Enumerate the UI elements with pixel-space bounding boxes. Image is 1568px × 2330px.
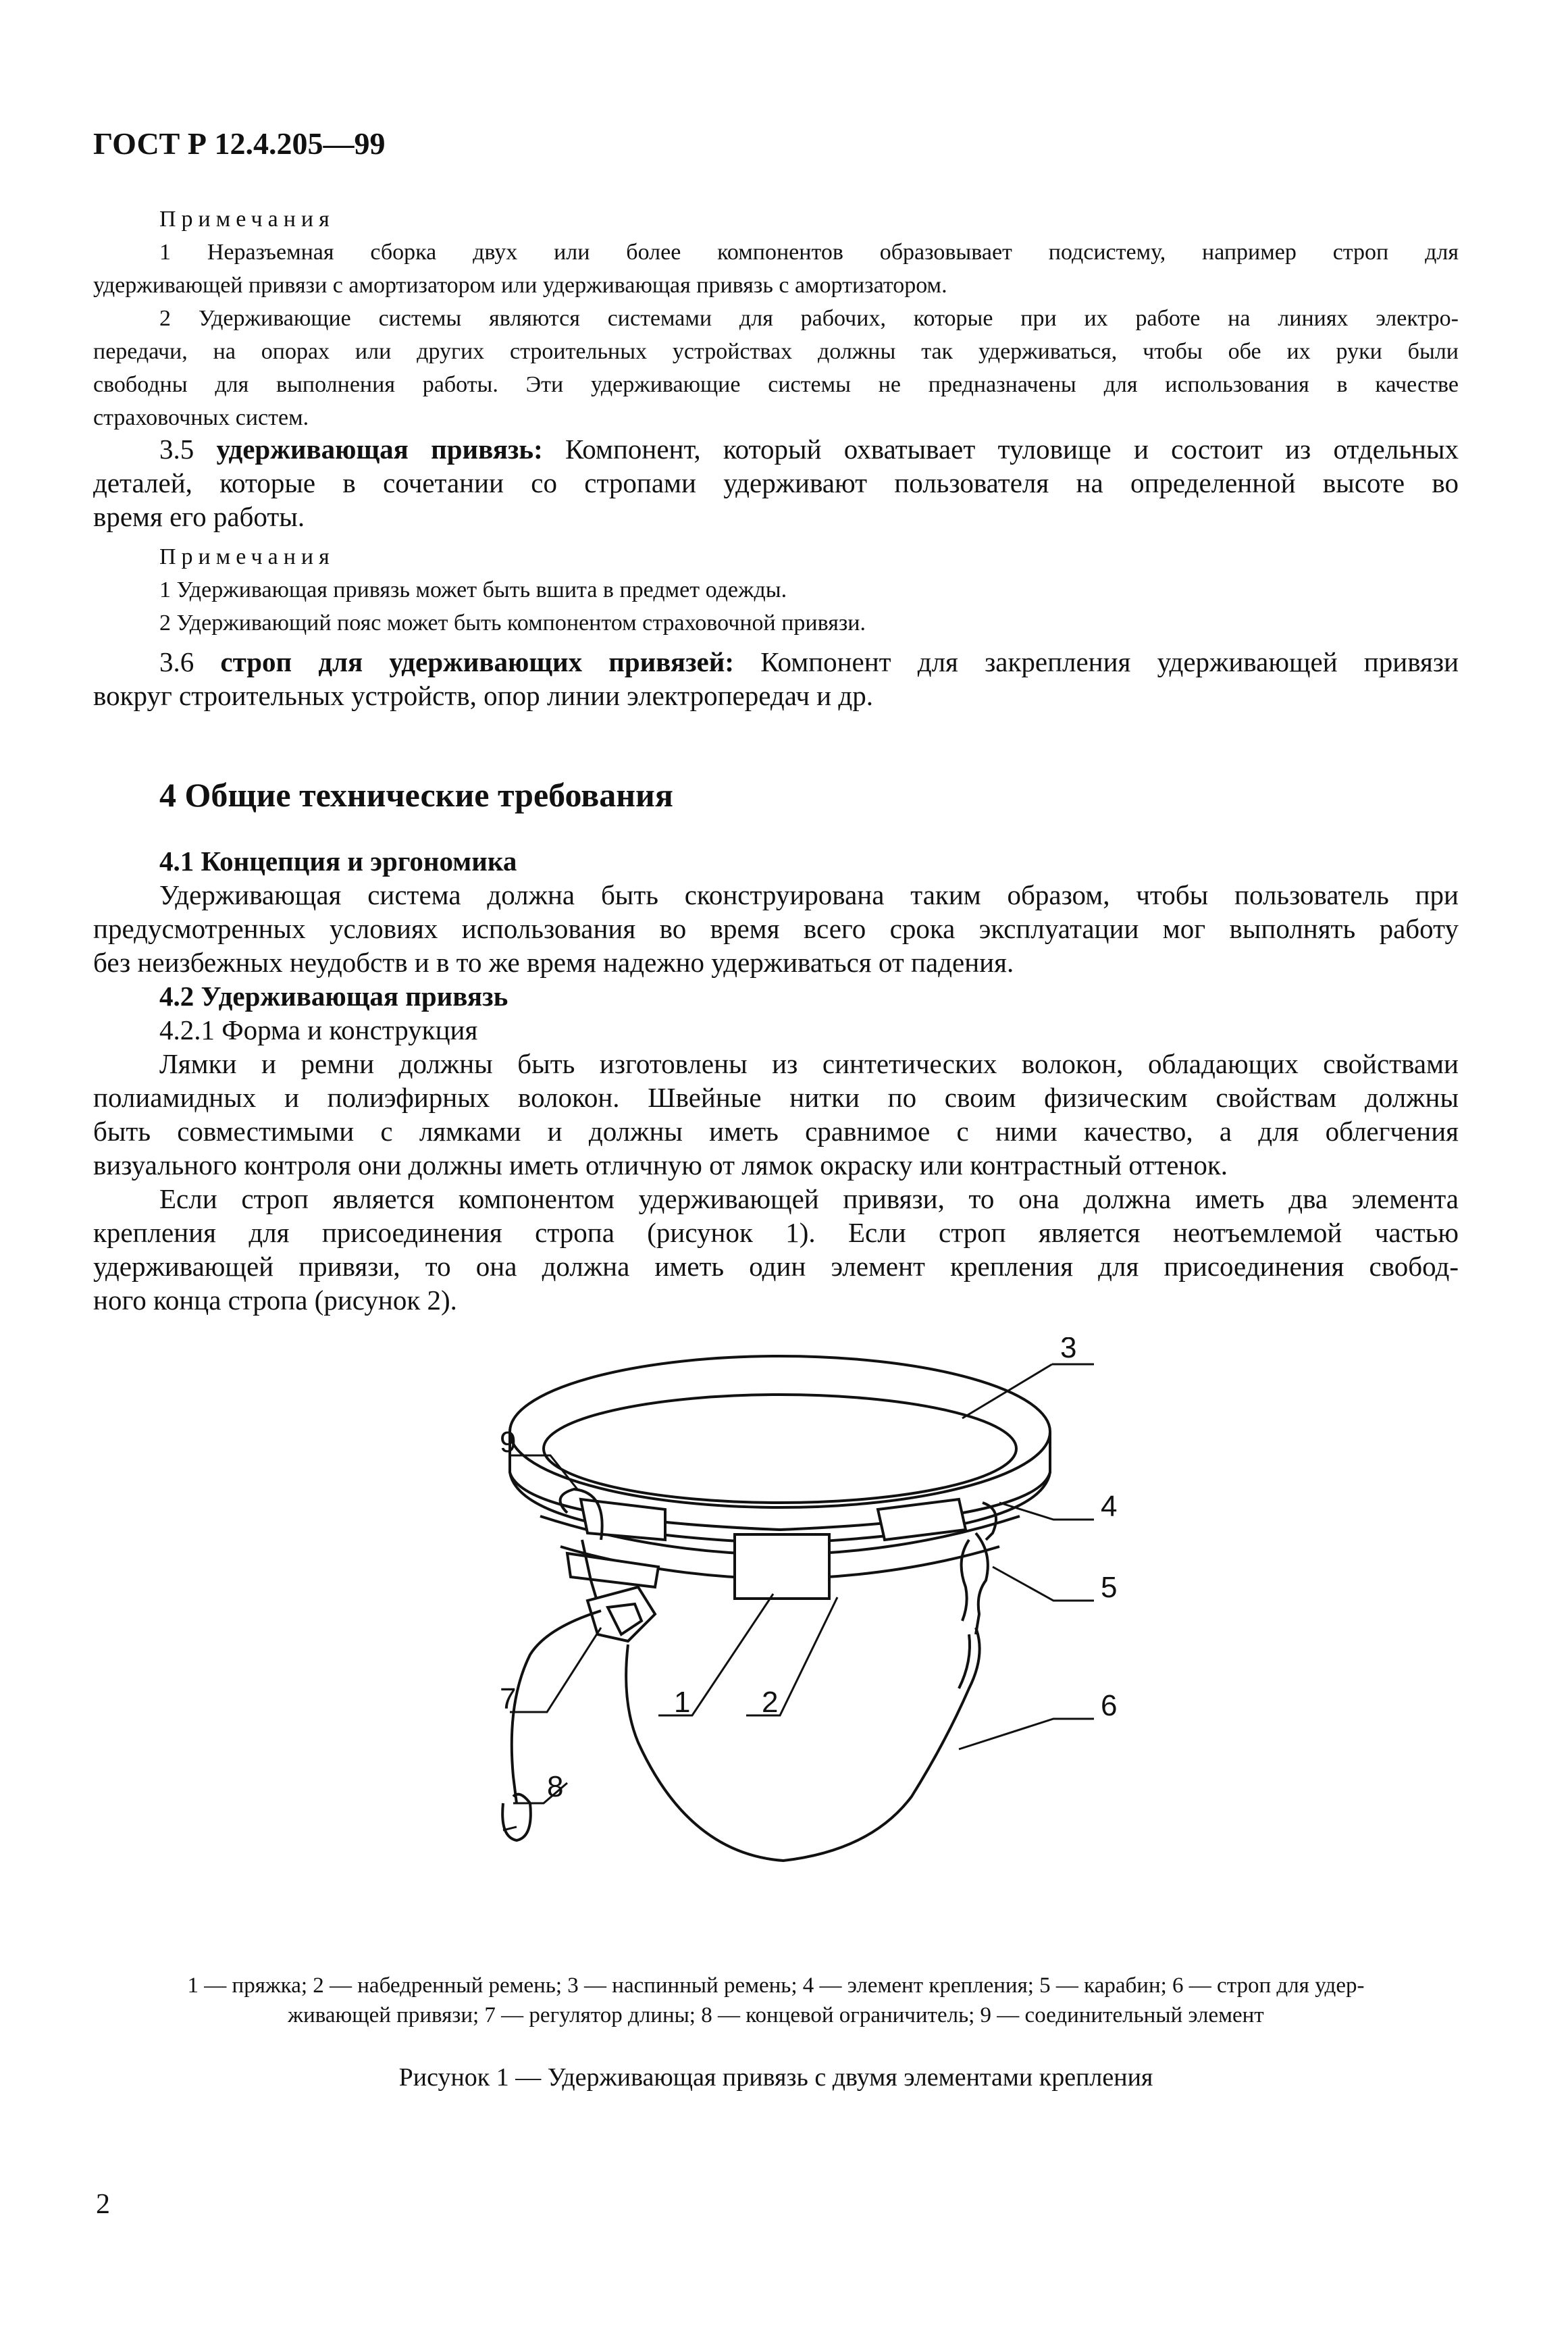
paragraph-line: визуального контроля они должны иметь отличную от лямок окраску или контрастный оттенок. (93, 1149, 1228, 1181)
clause-first-line (93, 432, 1459, 466)
figure-label-7: 7 (500, 1682, 517, 1715)
document-header: ГОСТ Р 12.4.205—99 (93, 126, 386, 161)
figure-label-4: 4 (1101, 1490, 1118, 1523)
note-line: 1 Неразъемная сборка двух или более компонентов образовывает подсистему, например строп для (159, 240, 1459, 265)
paragraph-line: без неизбежных неудобств и в то же время надежно удерживаться от падения. (93, 947, 1014, 978)
paragraph-line: Лямки и ремни должны быть изготовлены из синтетических волокон, обладающих свойствами (159, 1048, 1459, 1079)
section-4-1 (93, 844, 1459, 1317)
figure-label-8: 8 (547, 1770, 564, 1803)
back-belt-inner (544, 1395, 1016, 1503)
lanyard (626, 1628, 979, 1861)
notes-title: Примечания (159, 544, 335, 569)
page-number: 2 (96, 2189, 110, 2220)
subsection-title: 4.2.1 Форма и конструкция (159, 1014, 478, 1045)
clause-3-5 (93, 432, 1459, 534)
section-4-heading: 4 Общие технические требования (159, 776, 673, 814)
figure-label-9: 9 (500, 1426, 517, 1459)
figure-label-2: 2 (762, 1686, 779, 1719)
back-belt-outer (510, 1356, 1050, 1507)
clause-term: строп для удерживающих привязей: (220, 646, 735, 677)
paragraph-line: удерживающей привязи, то она должна иметь один элемент крепления для присоединения свобод- (93, 1251, 1459, 1282)
clause-text: вокруг строительных устройств, опор линии электропередач и др. (93, 680, 873, 711)
paragraph-line: полиамидных и полиэфирных волокон. Швейные нитки по своим физическим свойствам должны (93, 1082, 1459, 1113)
paragraph-line: ного конца стропа (рисунок 2). (93, 1285, 457, 1316)
note-line: свободны для выполнения работы. Эти удерживающие системы не предназначены для использования в качестве (93, 372, 1459, 397)
figure-caption: Рисунок 1 — Удерживающая привязь с двумя элементами крепления (398, 2063, 1153, 2092)
note-line: 2 Удерживающий пояс может быть компонентом страховочной привязи. (159, 611, 866, 636)
note-1 (93, 236, 1459, 302)
buckle-shape (735, 1534, 829, 1599)
paragraph-line: предусмотренных условиях использования во время всего срока эксплуатации мог выполнять работу (93, 913, 1459, 944)
figure-label-6: 6 (1101, 1689, 1118, 1722)
figure-label-1: 1 (674, 1686, 691, 1719)
paragraph-line: Удерживающая система должна быть сконструирована таким образом, чтобы пользователь при (159, 879, 1459, 910)
paragraph-line: быть совместимыми с лямками и должны иметь сравнимое с ними качество, а для облегчения (93, 1116, 1459, 1147)
clause-text: Компонент, который охватывает туловище и состоит из отдельных (565, 434, 1459, 465)
carabiner (976, 1533, 988, 1634)
note-line: 2 Удерживающие системы являются системами для рабочих, которые при их работе на линиях электро- (159, 306, 1459, 331)
note-line: 1 Удерживающая привязь может быть вшита в предмет одежды. (159, 577, 787, 602)
clause-number: 3.6 (159, 646, 194, 677)
figure-label-3: 3 (1060, 1337, 1077, 1364)
subsection-title: 4.1 Концепция и эргономика (159, 846, 517, 877)
notes-title: Примечания (159, 207, 335, 232)
notes-block-1 (93, 203, 1459, 434)
note-2 (93, 302, 1459, 434)
legend-line: живающей привязи; 7 — регулятор длины; 8 — концевой ограничитель; 9 — соединительный элемент (288, 2003, 1264, 2027)
subsection-title: 4.2 Удерживающая привязь (159, 981, 508, 1012)
figure-legend (93, 1971, 1459, 2030)
clause-text: Компонент для закрепления удерживающей привязи (760, 646, 1459, 677)
paragraph-line: Если строп является компонентом удерживающей привязи, то она должна иметь два элемента (159, 1183, 1459, 1214)
paragraph-line: крепления для присоединения стропа (рисунок 1). Если строп является неотъемлемой частью (93, 1217, 1459, 1248)
clause-number: 3.5 (159, 434, 194, 465)
notes-block-2 (93, 540, 1459, 640)
note-line: страховочных систем. (93, 405, 309, 430)
note-line: передачи, на опорах или других строительных устройствах должны так удерживаться, чтобы обе их руки были (93, 339, 1459, 364)
clause-term: удерживающая привязь: (216, 434, 543, 465)
clause-3-6 (93, 645, 1459, 713)
note-line: удерживающей привязи с амортизатором или удерживающая привязь с амортизатором. (93, 273, 947, 298)
clause-text: время его работы. (93, 501, 305, 532)
clause-first-line (93, 645, 1459, 679)
clause-text: деталей, которые в сочетании со стропами удерживают пользователя на определенной высоте во (93, 467, 1459, 498)
harness-figure (405, 1337, 1188, 1945)
legend-line: 1 — пряжка; 2 — набедренный ремень; 3 — наспинный ремень; 4 — элемент крепления; 5 — карабин; 6 — строп для удер- (187, 1973, 1365, 1998)
figure-label-5: 5 (1101, 1571, 1118, 1604)
